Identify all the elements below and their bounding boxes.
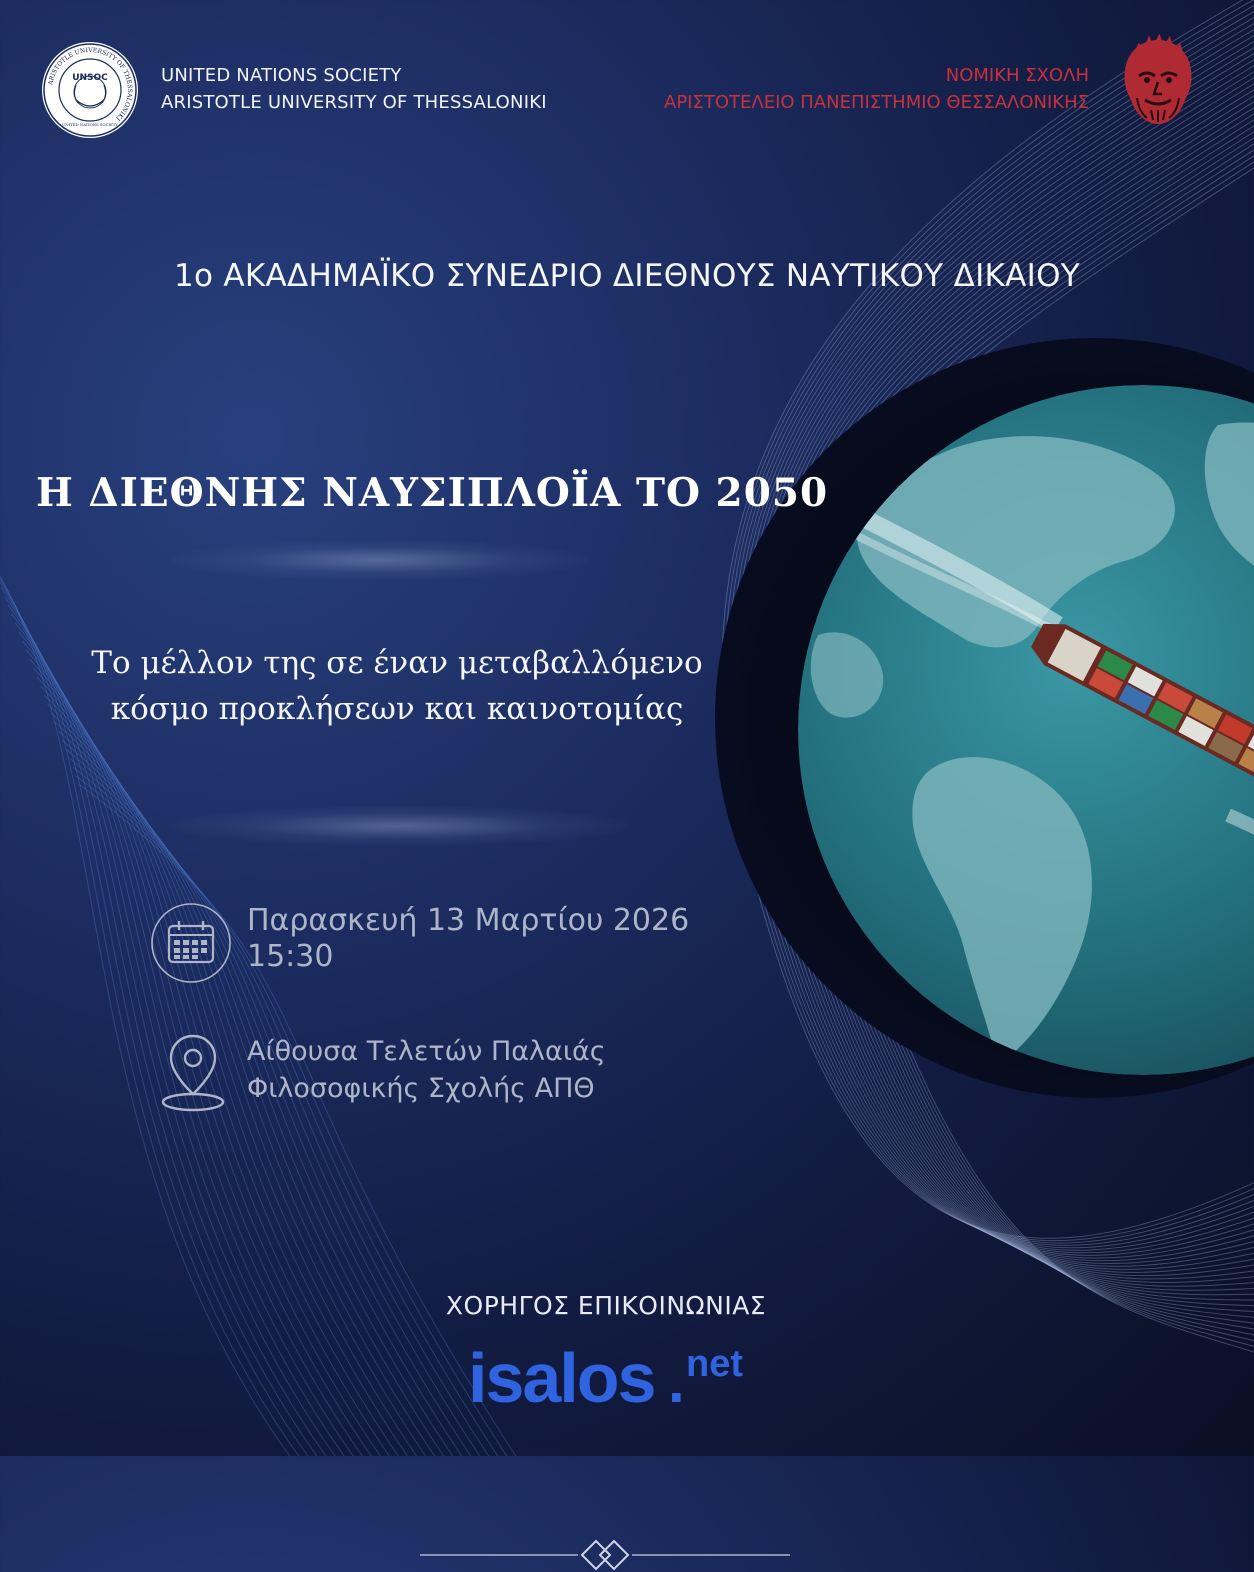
venue-line2: Φιλοσοφικής Σχολής ΑΠΘ <box>247 1073 595 1104</box>
unsoc-logo <box>40 40 140 140</box>
isalos-logo-main: isalos <box>468 1339 655 1416</box>
event-date: Παρασκευή 13 Μαρτίου 2026 <box>247 903 690 938</box>
diamond-divider-icon <box>420 1538 790 1572</box>
subtitle <box>0 640 794 732</box>
event-time: 15:30 <box>247 939 334 974</box>
isalos-logo-suffix: net <box>686 1343 743 1385</box>
main-title: Η ΔΙΕΘΝΗΣ ΝΑΥΣΙΠΛΟΪΑ ΤΟ 2050 <box>36 470 829 516</box>
law-school-logo <box>1115 34 1201 130</box>
right-org-line1: ΝΟΜΙΚΗ ΣΧΟΛΗ <box>945 65 1089 86</box>
calendar-icon <box>150 902 232 984</box>
subtitle-line1: Το μέλλον της σε έναν μεταβαλλόμενο <box>91 645 703 681</box>
right-org-line2: ΑΡΙΣΤΟΤΕΛΕΙΟ ΠΑΝΕΠΙΣΤΗΜΙΟ ΘΕΣΣΑΛΟΝΙΚΗΣ <box>664 92 1089 113</box>
left-organization-name <box>161 62 547 116</box>
unsoc-ring-text: ARISTOTLE UNIVERSITY OF THESSALONIKI <box>47 46 134 122</box>
left-org-line2: ARISTOTLE UNIVERSITY OF THESSALONIKI <box>161 92 547 113</box>
venue-line1: Αίθουσα Τελετών Παλαιάς <box>247 1036 606 1067</box>
isalos-logo-dot: . <box>668 1348 685 1415</box>
unsoc-bottom-text: UNITED NATIONS SOCIETY <box>62 122 118 127</box>
decorative-glow-top <box>170 540 590 580</box>
left-org-line1: UNITED NATIONS SOCIETY <box>161 65 402 86</box>
unsoc-center-text: UNSOC <box>72 73 108 83</box>
sponsor-label: ΧΟΡΗΓΟΣ ΕΠΙΚΟΙΝΩΝΙΑΣ <box>445 1291 767 1320</box>
location-pin-icon <box>158 1032 228 1114</box>
right-organization-name <box>664 62 1089 116</box>
event-datetime <box>247 903 689 975</box>
decorative-glow-bottom <box>170 806 630 846</box>
conference-title: 1ο ΑΚΑΔΗΜΑΪΚΟ ΣΥΝΕΔΡΙΟ ΔΙΕΘΝΟΥΣ ΝΑΥΤΙΚΟΥ ΔΙΚΑΙΟΥ <box>173 258 1081 294</box>
subtitle-line2: κόσμο προκλήσεων και καινοτομίας <box>110 691 684 727</box>
event-venue <box>247 1033 606 1107</box>
isalos-logo <box>468 1336 768 1416</box>
